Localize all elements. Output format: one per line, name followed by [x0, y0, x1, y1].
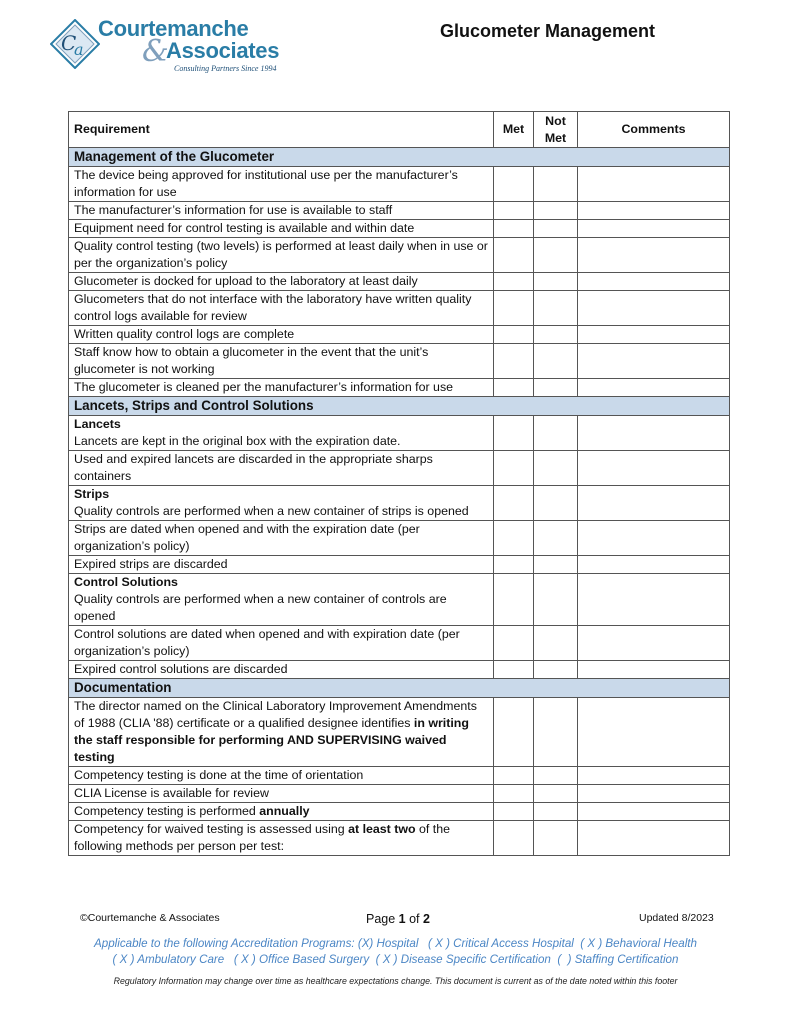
table-row — [69, 556, 730, 574]
col-header-comments: Comments — [578, 112, 730, 148]
requirement-emphasis: at least two — [348, 822, 416, 836]
comments-cell[interactable] — [578, 661, 730, 679]
table-row — [69, 821, 730, 856]
not-met-cell[interactable] — [534, 486, 578, 521]
section-header-row — [69, 679, 730, 698]
comments-cell[interactable] — [578, 202, 730, 220]
not-met-cell[interactable] — [534, 451, 578, 486]
comments-cell[interactable] — [578, 556, 730, 574]
not-met-cell[interactable] — [534, 821, 578, 856]
requirement-text: The director named on the Clinical Laboratory Improvement Amendments of 1988 (CLIA '88) certificate or a qualified designee identifies — [74, 699, 477, 730]
met-cell[interactable] — [494, 220, 534, 238]
checklist-body — [69, 148, 730, 856]
requirement-cell — [69, 202, 494, 220]
not-met-cell[interactable] — [534, 291, 578, 326]
requirement-cell — [69, 379, 494, 397]
requirement-cell — [69, 556, 494, 574]
requirement-text: Quality controls are performed when a new container of controls are opened — [74, 592, 447, 623]
table-row — [69, 521, 730, 556]
table-header-row — [69, 112, 730, 148]
met-cell[interactable] — [494, 661, 534, 679]
section-title: Management of the Glucometer — [69, 148, 730, 167]
comments-cell[interactable] — [578, 291, 730, 326]
requirement-text: The device being approved for institutional use per the manufacturer’s information for use — [74, 168, 458, 199]
section-header-row — [69, 148, 730, 167]
logo-name-line1: Courtemanche — [98, 16, 249, 41]
met-cell[interactable] — [494, 291, 534, 326]
checklist-table — [68, 111, 730, 856]
page-prefix: Page — [366, 912, 399, 926]
requirement-emphasis: annually — [259, 804, 310, 818]
requirement-cell — [69, 767, 494, 785]
table-row — [69, 767, 730, 785]
page-of: of — [405, 912, 423, 926]
comments-cell[interactable] — [578, 821, 730, 856]
met-cell[interactable] — [494, 785, 534, 803]
subheading: Control Solutions — [74, 575, 178, 589]
not-met-cell[interactable] — [534, 785, 578, 803]
requirement-text: Glucometer is docked for upload to the laboratory at least daily — [74, 274, 418, 288]
requirement-cell — [69, 167, 494, 202]
requirement-cell — [69, 238, 494, 273]
not-met-cell[interactable] — [534, 220, 578, 238]
table-row — [69, 291, 730, 326]
requirement-cell — [69, 451, 494, 486]
comments-cell[interactable] — [578, 273, 730, 291]
met-cell[interactable] — [494, 326, 534, 344]
svg-text:C: C — [61, 31, 77, 55]
table-row — [69, 238, 730, 273]
requirement-text: Staff know how to obtain a glucometer in the event that the unit’s glucometer is not working — [74, 345, 429, 376]
requirement-text: The manufacturer’s information for use is available to staff — [74, 203, 393, 217]
requirement-cell — [69, 626, 494, 661]
comments-cell[interactable] — [578, 574, 730, 626]
requirement-cell — [69, 326, 494, 344]
requirement-text: Written quality control logs are complete — [74, 327, 295, 341]
requirement-text: Expired control solutions are discarded — [74, 662, 288, 676]
met-cell[interactable] — [494, 803, 534, 821]
programs-line-1: Applicable to the following Accreditation Programs: (X) Hospital ( X ) Critical Access Hospital ( X ) Behavioral Health — [94, 937, 697, 950]
comments-cell[interactable] — [578, 785, 730, 803]
met-cell[interactable] — [494, 167, 534, 202]
section-title: Lancets, Strips and Control Solutions — [69, 397, 730, 416]
page-total: 2 — [423, 912, 430, 926]
subheading: Strips — [74, 487, 110, 501]
requirement-text: Lancets are kept in the original box with the expiration date. — [74, 434, 401, 448]
footer-copyright: ©Courtemanche & Associates — [80, 912, 220, 924]
footer-updated-date: Updated 8/2023 — [639, 912, 714, 924]
section-title: Documentation — [69, 679, 730, 698]
table-row — [69, 202, 730, 220]
footer-page-number — [366, 912, 430, 926]
comments-cell[interactable] — [578, 486, 730, 521]
not-met-cell[interactable] — [534, 326, 578, 344]
requirement-cell — [69, 821, 494, 856]
met-cell[interactable] — [494, 521, 534, 556]
met-cell[interactable] — [494, 344, 534, 379]
requirement-text: Competency testing is performed — [74, 804, 260, 818]
requirement-text: Competency testing is done at the time of orientation — [74, 768, 364, 782]
not-met-cell[interactable] — [534, 803, 578, 821]
col-header-not-met: Not Met — [534, 112, 578, 148]
not-met-cell[interactable] — [534, 626, 578, 661]
table-row — [69, 626, 730, 661]
not-met-cell[interactable] — [534, 521, 578, 556]
table-row — [69, 451, 730, 486]
requirement-text: Control solutions are dated when opened and with expiration date (per organization’s policy) — [74, 627, 460, 658]
met-cell[interactable] — [494, 273, 534, 291]
met-cell[interactable] — [494, 821, 534, 856]
requirement-text: Quality controls are performed when a new container of strips is opened — [74, 504, 469, 518]
document-title: Glucometer Management — [440, 21, 656, 41]
requirement-cell — [69, 803, 494, 821]
met-cell[interactable] — [494, 202, 534, 220]
requirement-text: Strips are dated when opened and with the expiration date (per organization’s policy) — [74, 522, 420, 553]
table-row — [69, 326, 730, 344]
not-met-cell[interactable] — [534, 556, 578, 574]
not-met-cell[interactable] — [534, 767, 578, 785]
comments-cell[interactable] — [578, 803, 730, 821]
footer-accreditation-programs — [40, 936, 751, 968]
met-cell[interactable] — [494, 379, 534, 397]
table-row — [69, 803, 730, 821]
section-header-row — [69, 397, 730, 416]
requirement-cell — [69, 220, 494, 238]
requirement-cell — [69, 661, 494, 679]
logo-name-line2: Associates — [166, 38, 280, 63]
requirement-text: Quality control testing (two levels) is performed at least daily when in use or per the organization’s policy — [74, 239, 488, 270]
requirement-cell — [69, 344, 494, 379]
table-row — [69, 785, 730, 803]
requirement-cell — [69, 574, 494, 626]
requirement-text: Competency for waived testing is assessed using — [74, 822, 349, 836]
comments-cell[interactable] — [578, 698, 730, 767]
comments-cell[interactable] — [578, 344, 730, 379]
requirement-text-after: of the following methods per person per test: — [74, 822, 451, 853]
table-row — [69, 486, 730, 521]
ca-monogram-icon — [50, 19, 100, 69]
comments-cell[interactable] — [578, 238, 730, 273]
table-row — [69, 167, 730, 202]
table-row — [69, 574, 730, 626]
table-row — [69, 416, 730, 451]
requirement-emphasis: in writing the staff responsible for performing AND SUPERVISING waived testing — [74, 716, 469, 764]
requirement-text: Expired strips are discarded — [74, 557, 228, 571]
requirement-cell — [69, 521, 494, 556]
requirement-text: Used and expired lancets are discarded in the appropriate sharps containers — [74, 452, 433, 483]
not-met-cell[interactable] — [534, 416, 578, 451]
requirement-cell — [69, 486, 494, 521]
requirement-cell — [69, 416, 494, 451]
not-met-cell[interactable] — [534, 574, 578, 626]
table-row — [69, 661, 730, 679]
comments-cell[interactable] — [578, 167, 730, 202]
not-met-cell[interactable] — [534, 344, 578, 379]
comments-cell[interactable] — [578, 521, 730, 556]
comments-cell[interactable] — [578, 767, 730, 785]
not-met-cell[interactable] — [534, 202, 578, 220]
not-met-cell[interactable] — [534, 698, 578, 767]
page-current: 1 — [398, 912, 406, 926]
requirement-cell — [69, 273, 494, 291]
comments-cell[interactable] — [578, 416, 730, 451]
requirement-cell — [69, 785, 494, 803]
comments-cell[interactable] — [578, 326, 730, 344]
met-cell[interactable] — [494, 574, 534, 626]
met-cell[interactable] — [494, 556, 534, 574]
met-cell[interactable] — [494, 767, 534, 785]
requirement-text: CLIA License is available for review — [74, 786, 269, 800]
table-row — [69, 344, 730, 379]
not-met-cell[interactable] — [534, 379, 578, 397]
table-row — [69, 273, 730, 291]
footer-regulatory-note: Regulatory Information may change over time as healthcare expectations change. This document is current as of the date noted within this footer — [113, 976, 678, 986]
not-met-cell[interactable] — [534, 661, 578, 679]
requirement-cell — [69, 291, 494, 326]
programs-line-2: ( X ) Ambulatory Care ( X ) Office Based Surgery ( X ) Disease Specific Certification ( ) Staffing Certification — [112, 953, 679, 966]
comments-cell[interactable] — [578, 220, 730, 238]
requirement-text: The glucometer is cleaned per the manufacturer’s information for use — [74, 380, 454, 394]
col-header-met: Met — [494, 112, 534, 148]
not-met-cell[interactable] — [534, 273, 578, 291]
met-cell[interactable] — [494, 698, 534, 767]
requirement-text: Equipment need for control testing is available and within date — [74, 221, 415, 235]
table-row — [69, 698, 730, 767]
table-row — [69, 379, 730, 397]
met-cell[interactable] — [494, 626, 534, 661]
col-header-requirement: Requirement — [69, 112, 494, 148]
company-logo — [50, 16, 280, 76]
comments-cell[interactable] — [578, 626, 730, 661]
not-met-cell[interactable] — [534, 167, 578, 202]
logo-tagline: Consulting Partners Since 1994 — [174, 64, 277, 73]
comments-cell[interactable] — [578, 379, 730, 397]
met-cell[interactable] — [494, 238, 534, 273]
requirement-text: Glucometers that do not interface with the laboratory have written quality control logs available for review — [74, 292, 472, 323]
comments-cell[interactable] — [578, 451, 730, 486]
met-cell[interactable] — [494, 451, 534, 486]
svg-text:a: a — [74, 40, 84, 59]
met-cell[interactable] — [494, 486, 534, 521]
met-cell[interactable] — [494, 416, 534, 451]
requirement-cell — [69, 698, 494, 767]
not-met-cell[interactable] — [534, 238, 578, 273]
subheading: Lancets — [74, 417, 121, 431]
table-row — [69, 220, 730, 238]
logo-ampersand: & — [142, 34, 169, 69]
